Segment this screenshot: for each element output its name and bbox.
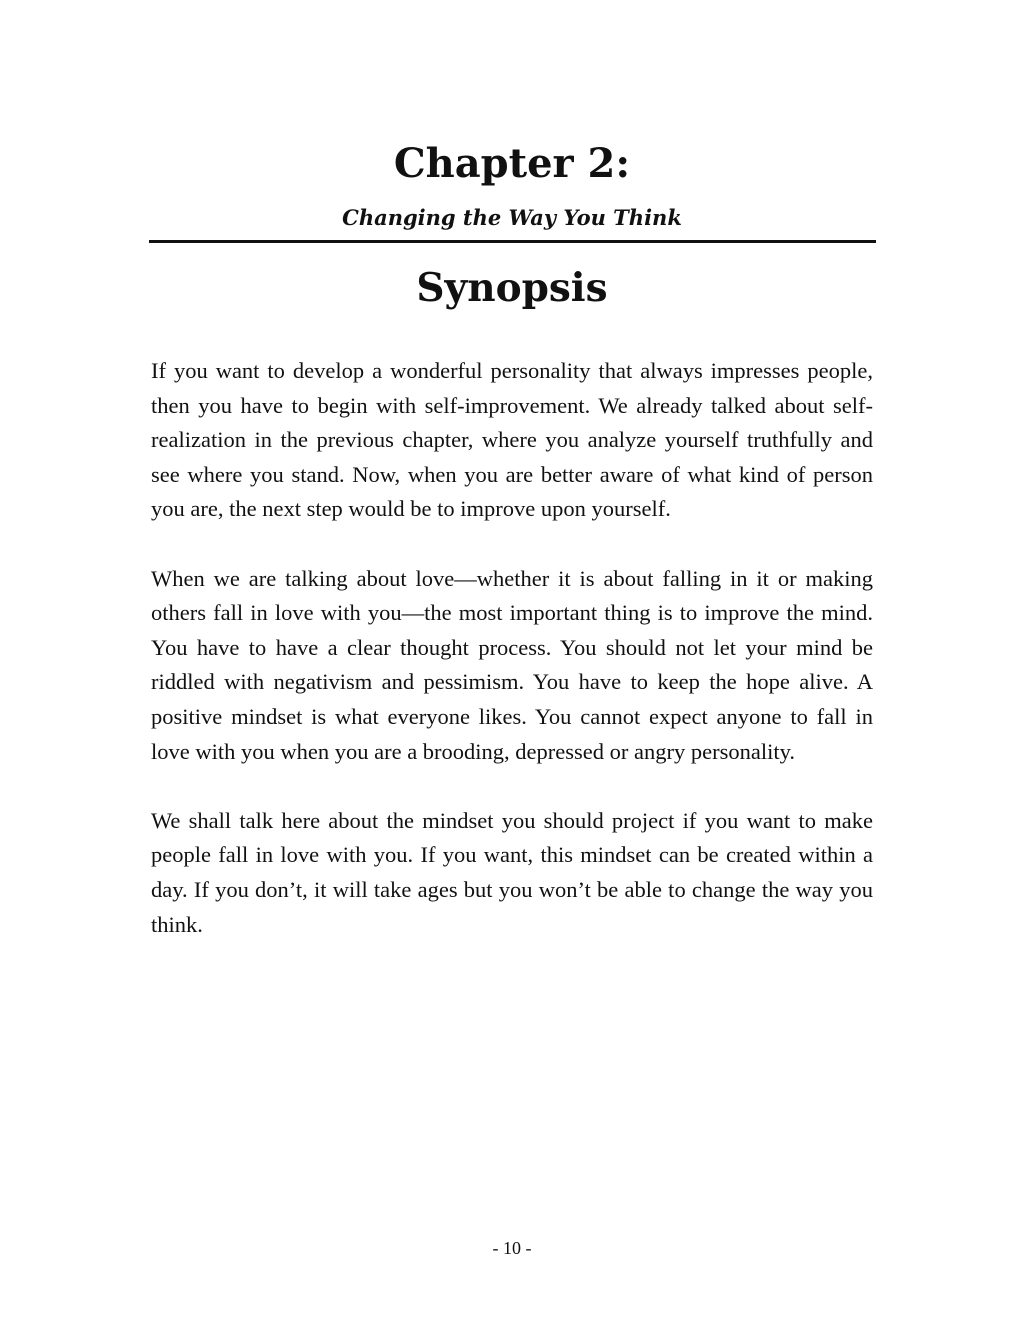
body-text [151,354,873,977]
chapter-subtitle: Changing the Way You Think [342,205,682,230]
paragraph-1: If you want to develop a wonderful personality that always impresses people, then you have to begin with self-improvement. We already talked about self-realization in the previous chapter, where you analyze yourself truthfully and see where you stand. Now, when you are better aware of what kind of person you are, the next step would be to improve upon yourself. [151,358,873,522]
paragraph-2: When we are talking about love—whether it is about falling in it or making others fall in love with you—the most important thing is to improve the mind. You have to have a clear thought process. You should not let your mind be riddled with negativism and pessimism. You have to keep the hope alive. A positive mindset is what everyone likes. You cannot expect anyone to fall in love with you when you are a brooding, depressed or angry personality. [151,565,873,764]
paragraph-3: We shall talk here about the mindset you should project if you want to make people fall in love with you. If you want, this mindset can be created within a day. If you don’t, it will take ages but you won’t be able to change the way you think. [151,807,873,937]
title-divider [149,240,876,243]
section-heading: Synopsis [416,265,608,311]
chapter-title: Chapter 2: [393,140,631,187]
page-number: - 10 - [492,1238,532,1258]
